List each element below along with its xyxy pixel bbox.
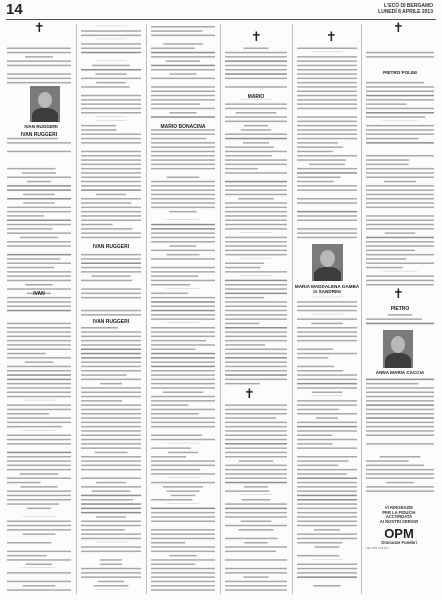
obituary-heading: IVAN RUGGERI bbox=[92, 244, 130, 250]
ad-line: Onoranze Funebri bbox=[381, 540, 417, 546]
header-rule bbox=[6, 19, 436, 20]
latin-cross-icon: ✝ bbox=[393, 287, 404, 302]
column-divider bbox=[146, 24, 147, 594]
photo-caption: MARIA MADDALENA GAMBA in SANDRINI bbox=[294, 284, 360, 294]
column-4 bbox=[224, 24, 288, 594]
obituary-heading: MARIO BONACINA bbox=[160, 124, 206, 130]
text-lines bbox=[365, 21, 435, 504]
publication-date: LUNEDÌ 8 APRILE 2013 bbox=[378, 9, 433, 15]
ad-phone: Tel. 035 224 477 bbox=[366, 545, 389, 550]
latin-cross-icon: ✝ bbox=[34, 21, 45, 36]
text-lines bbox=[80, 24, 142, 594]
page-number: 14 bbox=[6, 1, 23, 18]
ad-line: PER LA FIDUCIA bbox=[382, 509, 416, 515]
obituary-heading: MARIO bbox=[247, 94, 265, 100]
photo-caption: PIETRO POLINI bbox=[383, 70, 417, 75]
ad-line: ACCORDATA bbox=[385, 514, 413, 520]
photo-caption: ANNA MARIA CACCIA bbox=[375, 370, 425, 375]
text-lines bbox=[224, 24, 288, 594]
column-5 bbox=[296, 24, 358, 594]
photo-caption: IVAN RUGGERI bbox=[24, 124, 58, 129]
obituary-heading: IVAN RUGGERI bbox=[92, 319, 130, 325]
latin-cross-icon: ✝ bbox=[393, 21, 404, 36]
column-3 bbox=[150, 24, 216, 594]
column-2 bbox=[80, 24, 142, 594]
column-1 bbox=[6, 21, 72, 594]
column-divider bbox=[220, 24, 221, 594]
latin-cross-icon: ✝ bbox=[244, 387, 255, 402]
text-lines bbox=[296, 24, 358, 594]
column-divider bbox=[292, 24, 293, 594]
latin-cross-icon: ✝ bbox=[326, 30, 337, 45]
column-divider bbox=[76, 24, 77, 594]
publication-name: L'ECO DI BERGAMO bbox=[384, 3, 433, 9]
obituary-heading: IVAN bbox=[33, 291, 45, 297]
text-lines bbox=[150, 24, 216, 594]
obituary-heading: PIETRO bbox=[390, 306, 410, 312]
text-lines bbox=[6, 21, 72, 594]
ad-line: AI NOSTRI SERVIZI bbox=[379, 518, 419, 524]
latin-cross-icon: ✝ bbox=[251, 30, 262, 45]
masthead bbox=[378, 3, 433, 15]
obituary-heading: IVAN RUGGERI bbox=[20, 132, 58, 138]
column-6 bbox=[365, 21, 435, 504]
funeral-home-ad bbox=[362, 506, 436, 594]
ad-line: VI RINGRAZIE bbox=[384, 505, 414, 510]
funeral-home-logo-icon bbox=[362, 526, 436, 541]
ad-brand: OPM bbox=[384, 526, 414, 542]
